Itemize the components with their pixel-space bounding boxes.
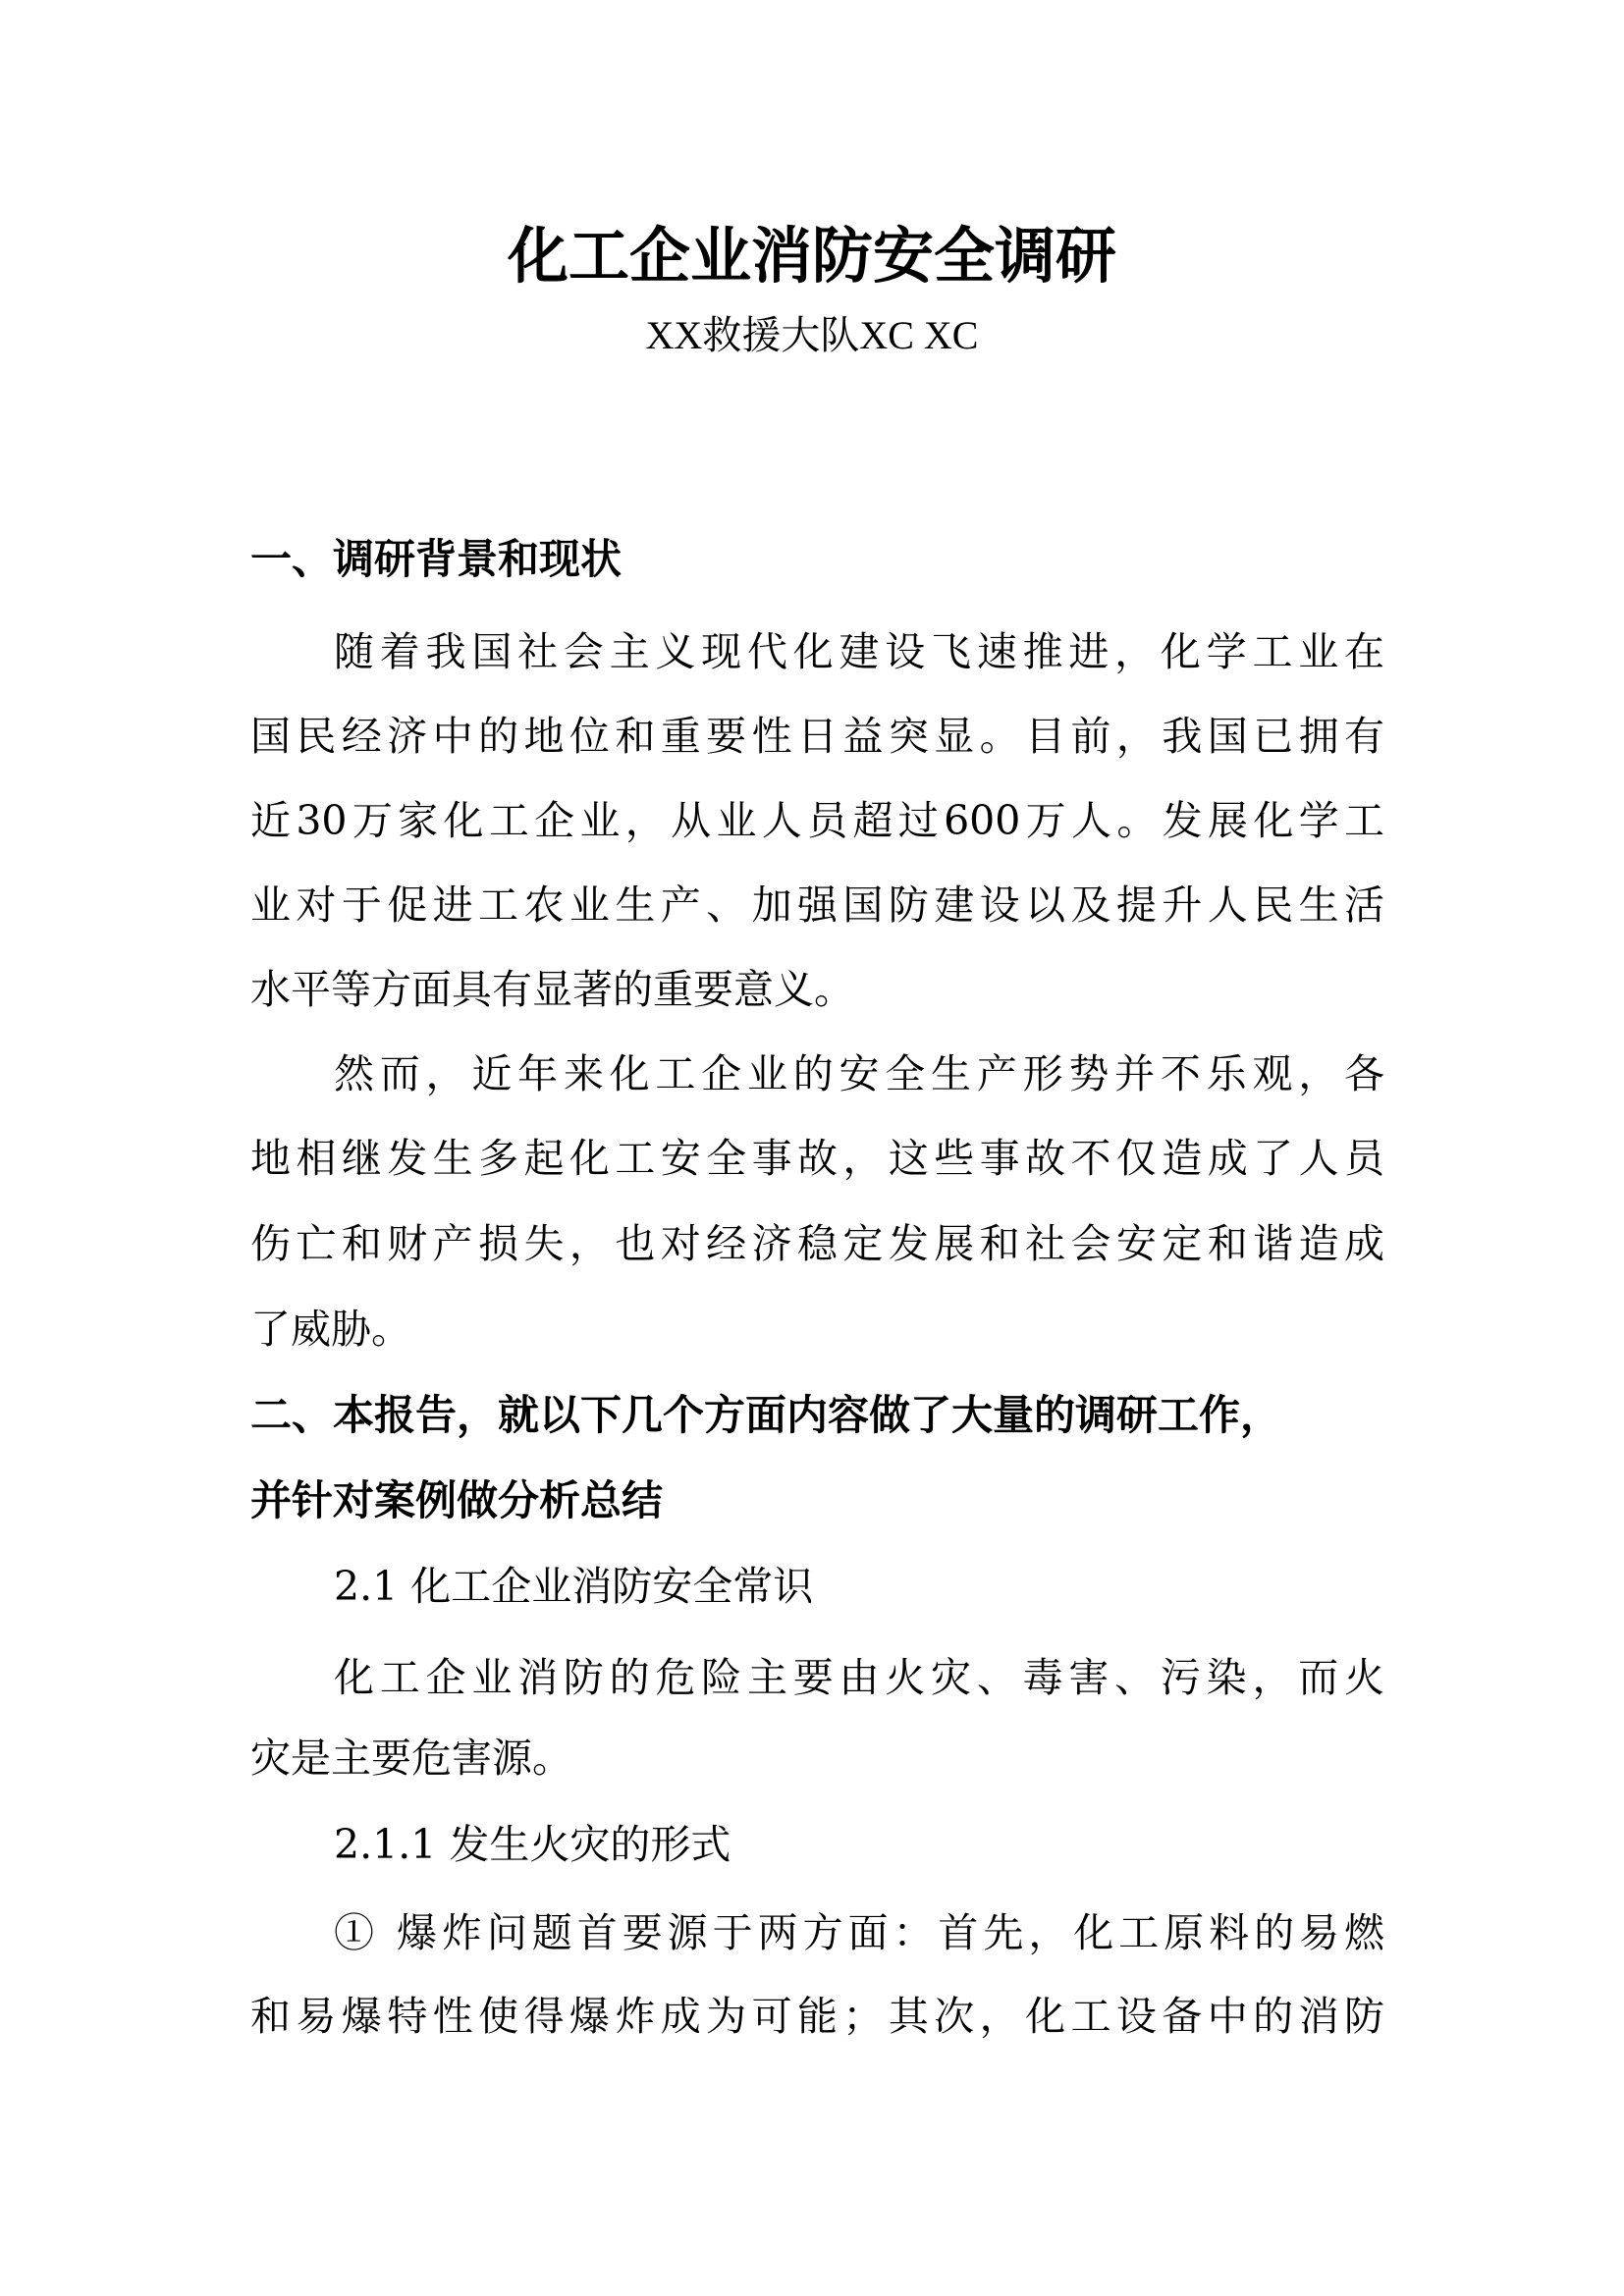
section-1-heading: 一、调研背景和现状 [250, 535, 623, 583]
paragraph-line: 地相继发生多起化工安全事故，这些事故不仅造成了人员 [250, 1135, 1384, 1182]
paragraph-line: 业对于促进工农业生产、加强国防建设以及提升人民生活 [250, 881, 1384, 929]
section-2-heading-cont: 并针对案例做分析总结 [250, 1476, 664, 1524]
paragraph-line: 了威胁。 [250, 1306, 411, 1353]
paragraph-line: 国民经济中的地位和重要性日益突显。目前，我国已拥有 [250, 713, 1384, 760]
subsection-2-1-1-heading: 2.1.1 发生火灾的形式 [334, 1821, 731, 1868]
paragraph-line: 然而，近年来化工企业的安全生产形势并不乐观，各 [334, 1050, 1384, 1097]
paragraph-line: 和易爆特性使得爆炸成为可能；其次，化工设备中的消防 [250, 1993, 1384, 2040]
paragraph-line: 化工企业消防的危险主要由火灾、毒害、污染，而火 [334, 1654, 1384, 1701]
subsection-2-1-heading: 2.1 化工企业消防安全常识 [334, 1563, 814, 1610]
paragraph-line: ① 爆炸问题首要源于两方面：首先，化工原料的易燃 [334, 1909, 1384, 1956]
document-title: 化工企业消防安全调研 [507, 220, 1116, 292]
paragraph-line: 伤亡和财产损失，也对经济稳定发展和社会安定和谐造成 [250, 1220, 1384, 1267]
paragraph-line: 水平等方面具有显著的重要意义。 [250, 966, 854, 1013]
paragraph-line: 灾是主要危害源。 [250, 1735, 572, 1782]
document-author: XX救援大队XC XC [645, 313, 979, 357]
section-2-heading: 二、本报告，就以下几个方面内容做了大量的调研工作， [250, 1391, 1282, 1439]
paragraph-line: 近30万家化工企业，从业人员超过600万人。发展化学工 [250, 797, 1384, 844]
paragraph-line: 随着我国社会主义现代化建设飞速推进，化学工业在 [334, 628, 1384, 675]
